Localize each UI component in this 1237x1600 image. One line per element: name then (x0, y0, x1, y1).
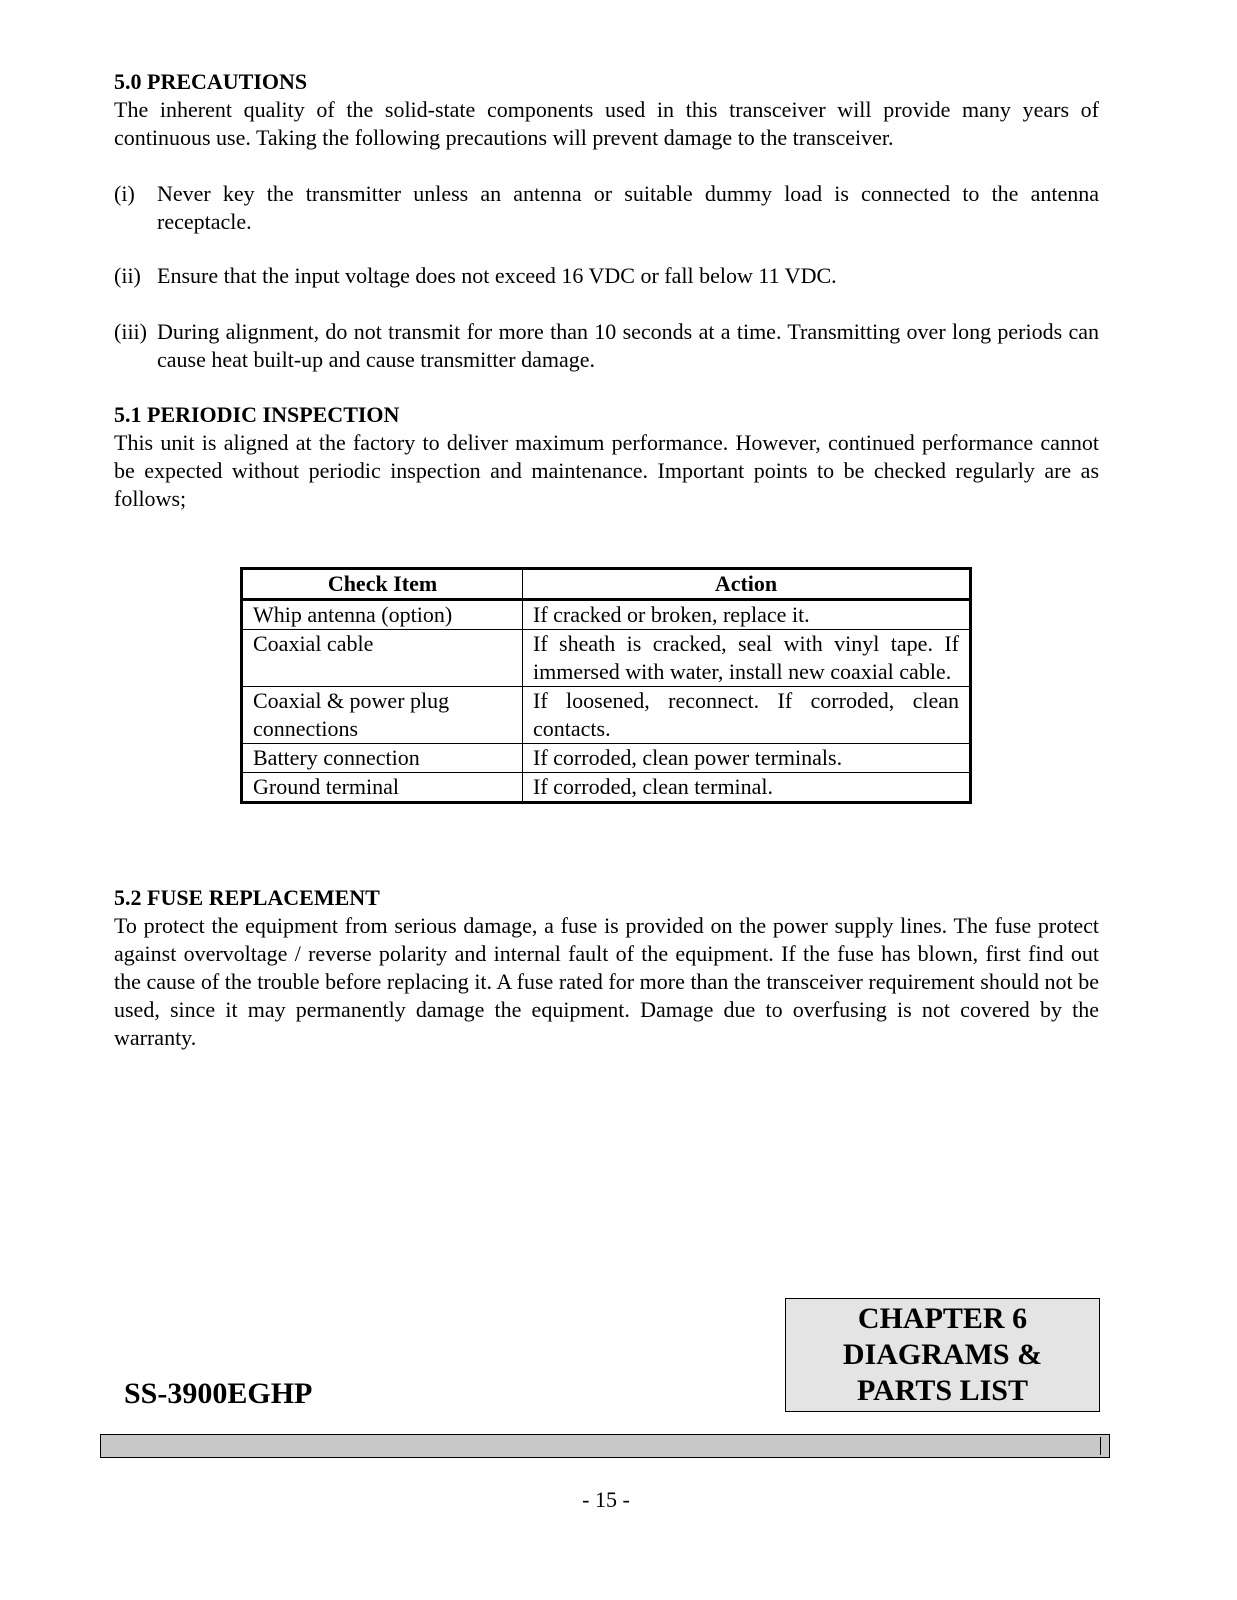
periodic-inspection-heading: 5.1 PERIODIC INSPECTION (114, 402, 400, 427)
precautions-intro: The inherent quality of the solid-state components used in this transceiver will provide many years of continuous use. Taking the following precautions will prevent damage to the transceiver. (114, 97, 1099, 150)
action-cell: If cracked or broken, replace it. (523, 600, 971, 630)
chapter-line-1: CHAPTER 6 (857, 1302, 1028, 1335)
fuse-replacement-body: To protect the equipment from serious damage, a fuse is provided on the power supply lines. The fuse protect against overvoltage / reverse polarity and internal fault of the equipment. If the fuse has blown, first find out the cause of the trouble before replacing it. A fuse rated for more than the transceiver requirement should not be used, since it may permanently damage the equipment. Damage due to overfusing is not covered by the warranty. (114, 913, 1099, 1050)
table-row (242, 630, 971, 687)
chapter-line-3: PARTS LIST (857, 1374, 1028, 1407)
precaution-item-1 (114, 180, 1099, 236)
model-number: SS-3900EGHP (124, 1377, 313, 1410)
precaution-item-number: (i) (114, 181, 135, 206)
chapter-line-2: DIAGRAMS & (842, 1338, 1043, 1371)
table-row (242, 687, 971, 744)
precaution-item-2 (114, 262, 1099, 290)
precautions-heading: 5.0 PRECAUTIONS (114, 69, 308, 94)
check-item-cell: Whip antenna (option) (242, 600, 523, 630)
column-header-action: Action (523, 569, 971, 600)
precaution-item-number: (iii) (114, 319, 147, 344)
table-row (242, 744, 971, 773)
page-number: - 15 - (582, 1487, 630, 1512)
action-cell: If corroded, clean power terminals. (523, 744, 971, 773)
fuse-replacement-heading: 5.2 FUSE REPLACEMENT (114, 885, 380, 910)
check-item-cell: Ground terminal (242, 773, 523, 803)
inspection-table (240, 567, 972, 804)
check-item-cell: Coaxial & power plug connections (242, 687, 523, 744)
check-item-cell: Battery connection (242, 744, 523, 773)
precaution-item-text: Ensure that the input voltage does not exceed 16 VDC or fall below 11 VDC. (157, 263, 837, 288)
precaution-item-text: Never key the transmitter unless an antenna or suitable dummy load is connected to the antenna receptacle. (157, 181, 1099, 234)
action-cell: If corroded, clean terminal. (523, 773, 971, 803)
table-row (242, 600, 971, 630)
table-header-row (242, 569, 971, 600)
chapter-box (785, 1298, 1100, 1412)
precaution-item-number: (ii) (114, 263, 141, 288)
check-item-cell: Coaxial cable (242, 630, 523, 687)
precaution-item-text: During alignment, do not transmit for more than 10 seconds at a time. Transmitting over long periods can cause heat built-up and cause transmitter damage. (157, 319, 1099, 372)
footer-bar (100, 1434, 1110, 1458)
action-cell: If sheath is cracked, seal with vinyl tape. If immersed with water, install new coaxial cable. (523, 630, 971, 687)
action-cell: If loosened, reconnect. If corroded, clean contacts. (523, 687, 971, 744)
column-header-check-item: Check Item (242, 569, 523, 600)
table-row (242, 773, 971, 803)
periodic-inspection-intro: This unit is aligned at the factory to deliver maximum performance. However, continued performance cannot be expected without periodic inspection and maintenance. Important points to be checked regularly are as follows; (114, 430, 1099, 511)
precaution-item-3 (114, 318, 1099, 374)
